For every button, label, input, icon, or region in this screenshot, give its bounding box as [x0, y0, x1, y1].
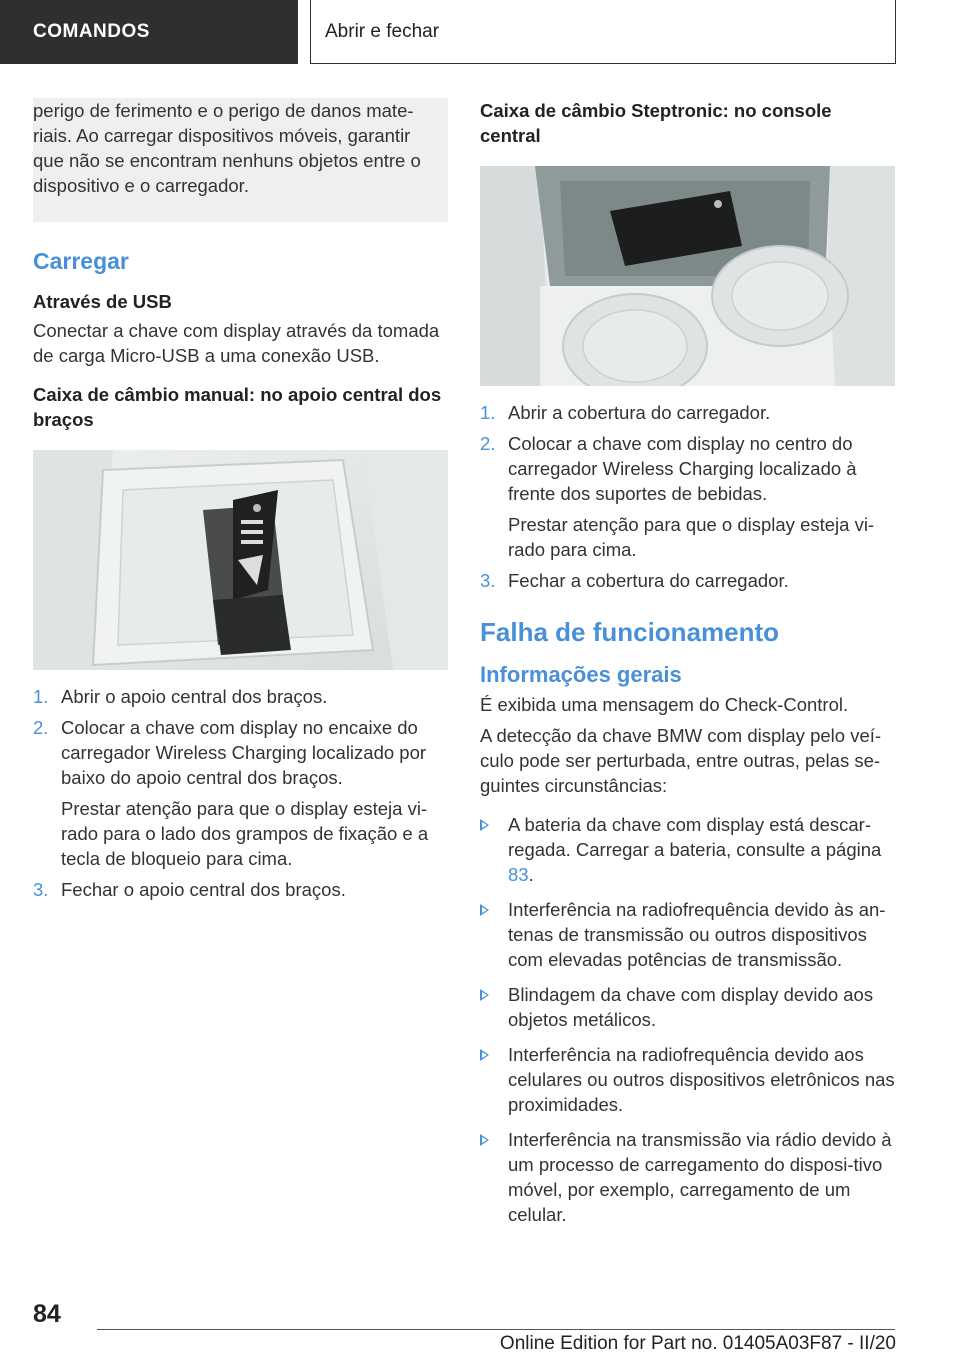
step-text: Fechar a cobertura do carregador. [508, 570, 789, 591]
heading-info: Informações gerais [480, 662, 682, 687]
step-text: Colocar a chave com display no encaixe do carregador Wireless Charging localizado por baixo do apoio central dos braços. [61, 717, 427, 788]
footer-edition: Online Edition for Part no. 01405A03F87 - II/20 [499, 1333, 896, 1354]
triangle-bullet-icon [480, 904, 489, 916]
bullet-text: Interferência na radiofrequência devido aos celulares ou outros dispositivos eletrônicos nas proximidades. [508, 1044, 895, 1115]
step-number: 2. [480, 433, 496, 454]
step-number: 1. [33, 686, 49, 707]
list-item [480, 897, 895, 972]
right-column [480, 98, 895, 1237]
triangle-bullet-icon [480, 1134, 489, 1146]
info-text-2: A detecção da chave BMW com display pelo veí‐culo pode ser perturbada, entre outras, pelas se‐guintes circunstâncias: [480, 725, 882, 796]
bullet-text: Interferência na transmissão via rádio devido à um processo de carregamento do disposi‐tivo móvel, por exemplo, carregamento de um celular. [508, 1129, 892, 1225]
heading-carregar: Carregar [33, 248, 129, 274]
step-text: Fechar o apoio central dos braços. [61, 879, 346, 900]
step-text: Abrir a cobertura do carregador. [508, 402, 771, 423]
warning-text: perigo de ferimento e o perigo de danos mate‐riais. Ao carregar dispositivos móveis, garantir que não se encontram nenhuns objetos entre o dispositivo e o carregador. [33, 100, 421, 196]
list-item [480, 1042, 895, 1117]
page-reference-link[interactable]: 83 [508, 864, 529, 885]
list-item [33, 877, 448, 902]
list-item [480, 812, 895, 887]
triangle-bullet-icon [480, 819, 489, 831]
page-number: 84 [33, 1300, 61, 1328]
triangle-bullet-icon [480, 1049, 489, 1061]
bullet-text: Interferência na radiofrequência devido às an‐tenas de transmissão ou outros dispositivos com elevadas potências de transmissão. [508, 899, 886, 970]
circumstance-list [480, 812, 895, 1227]
list-item [480, 400, 895, 425]
manual-steps [33, 684, 448, 902]
chapter-header [0, 0, 298, 64]
section-title: Abrir e fechar [325, 20, 440, 42]
left-column [33, 98, 448, 908]
steptronic-steps [480, 400, 895, 593]
step-number: 1. [480, 402, 496, 423]
section-header [310, 0, 896, 64]
step-text: Abrir o apoio central dos braços. [61, 686, 328, 707]
step-number: 2. [33, 717, 49, 738]
list-item [480, 568, 895, 593]
console-charger-photo [480, 166, 895, 386]
list-item [480, 431, 895, 562]
bullet-end: . [528, 864, 534, 885]
chapter-title: COMANDOS [33, 21, 150, 42]
bullet-text: Blindagem da chave com display devido aos objetos metálicos. [508, 984, 874, 1030]
step-note: Prestar atenção para que o display esteja vi‐rado para cima. [508, 514, 875, 560]
manual-title: Caixa de câmbio manual: no apoio central dos braços [33, 384, 442, 430]
warning-box [33, 98, 448, 222]
usb-title: Através de USB [33, 291, 172, 312]
armrest-charger-photo [33, 450, 448, 670]
steptronic-title: Caixa de câmbio Steptronic: no console central [480, 100, 832, 146]
list-item [33, 684, 448, 709]
usb-text: Conectar a chave com display através da tomada de carga Micro-USB a uma conexão USB. [33, 320, 440, 366]
list-item [480, 982, 895, 1032]
step-note: Prestar atenção para que o display esteja vi‐rado para o lado dos grampos de fixação e a tecla de bloqueio para cima. [61, 798, 429, 869]
step-number: 3. [33, 879, 49, 900]
step-text: Colocar a chave com display no centro do carregador Wireless Charging localizado à frente dos suportes de bebidas. [508, 433, 857, 504]
list-item [480, 1127, 895, 1227]
console-charger-illustration [480, 166, 895, 386]
info-text-1: É exibida uma mensagem do Check-Control. [480, 694, 849, 715]
armrest-charger-illustration [33, 450, 448, 670]
list-item [33, 715, 448, 871]
bullet-text: A bateria da chave com display está descar‐regada. Carregar a bateria, consulte a página [508, 814, 882, 860]
heading-falha: Falha de funcionamento [480, 617, 780, 647]
footer-divider [97, 1329, 895, 1330]
triangle-bullet-icon [480, 989, 489, 1001]
step-number: 3. [480, 570, 496, 591]
